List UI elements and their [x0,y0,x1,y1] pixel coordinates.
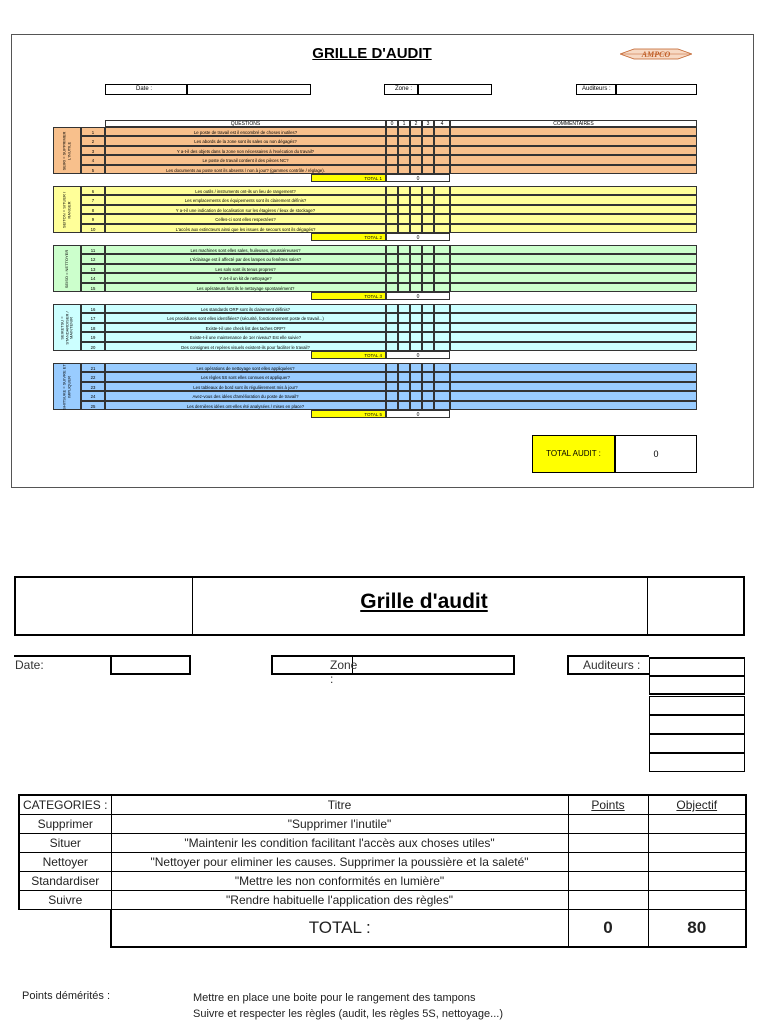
question-text: L'éclairage est il affecté par des lampes ou fenêtres sales? [105,254,386,263]
score-cell-2[interactable] [410,205,422,214]
question-number: 13 [81,264,105,273]
score-cell-3[interactable] [422,401,434,410]
score-cell-1[interactable] [398,165,410,174]
score-cell-1[interactable] [398,186,410,195]
total-objectif: 80 [648,910,746,948]
score-cell-2[interactable] [410,313,422,322]
audit-sheet-top [11,34,754,488]
question-number: 22 [81,372,105,381]
zone-label-cell: Zone : [384,84,418,95]
question-number: 6 [81,186,105,195]
category-points-cell[interactable] [568,872,648,891]
question-text: Les machines sont elles sales, huileuses, poussiéreuses? [105,245,386,254]
question-text: Les emplacements des équipements sont ils clairement définis? [105,195,386,204]
score-cell-1[interactable] [398,332,410,341]
logo-text: AMPCO [641,50,671,59]
score-cell-2[interactable] [410,273,422,282]
points-header: Points [568,795,648,815]
question-number: 20 [81,342,105,351]
score-cell-3[interactable] [422,264,434,273]
question-text: Les sols sont ils tenus propres? [105,264,386,273]
category-name: Suivre [19,891,111,910]
score-cell-1[interactable] [398,391,410,400]
score-cell-2[interactable] [410,146,422,155]
category-row [19,834,746,853]
score-cell-4[interactable] [434,323,450,332]
category-row [19,853,746,872]
score-cell-4[interactable] [434,136,450,145]
score-cell-2[interactable] [410,224,422,233]
sheet-title-2: Grille d'audit [360,590,488,613]
score-cell-0[interactable] [386,136,398,145]
score-cell-1[interactable] [398,195,410,204]
score-cell-2[interactable] [410,382,422,391]
score-header-2: 2 [410,120,422,127]
section-side-label [53,127,81,174]
score-cell-4[interactable] [434,254,450,263]
question-number: 2 [81,136,105,145]
demerit-label: Points démérités : [22,990,111,1002]
score-cell-2[interactable] [410,254,422,263]
score-cell-1[interactable] [398,136,410,145]
comment-cell[interactable] [450,224,697,233]
score-cell-4[interactable] [434,304,450,313]
score-cell-3[interactable] [422,323,434,332]
score-cell-1[interactable] [398,342,410,351]
score-cell-3[interactable] [422,245,434,254]
question-text: Les abords de la zone sont ils sales ou non dégagés? [105,136,386,145]
score-cell-4[interactable] [434,363,450,372]
categories-header-row [19,795,746,815]
score-cell-0[interactable] [386,391,398,400]
score-header-0: 0 [386,120,398,127]
category-name: Nettoyer [19,853,111,872]
comment-cell[interactable] [450,323,697,332]
question-number: 15 [81,283,105,292]
question-number: 8 [81,205,105,214]
section-side-text: SHITSUKE = SUIVRE ET IMPLIQUER [61,363,71,410]
demerit-list [193,990,503,1022]
section-side-text: SEIKETSU = STANDARDISER / MAINTENIR [59,310,74,345]
question-number: 11 [81,245,105,254]
question-text: Les dernières idées ont-elles été analysées / mises en place? [105,401,386,410]
total-audit-label: TOTAL AUDIT : [532,435,615,473]
question-number: 17 [81,313,105,322]
category-title: "Mettre les non conformités en lumière" [111,872,568,891]
score-cell-0[interactable] [386,254,398,263]
ampco-logo [620,45,692,63]
score-cell-3[interactable] [422,273,434,282]
question-text: Y a-t-il une indication de localisation sur les étagères / lieux de stockage? [105,205,386,214]
comment-cell[interactable] [450,245,697,254]
question-text: Des consignes et repères visuels existent-ils pour faciliter le travail? [105,342,386,351]
date-label-cell: Date : [105,84,187,95]
score-cell-3[interactable] [422,332,434,341]
comment-cell[interactable] [450,195,697,204]
question-text: Les opérateurs font ils le nettoyage spontanément? [105,283,386,292]
category-points-cell[interactable] [568,834,648,853]
demerit-line: Mettre en place une boite pour le rangement des tampons [193,992,476,1004]
total-audit-value: 0 [615,435,697,473]
category-points-cell[interactable] [568,853,648,872]
section-side-label [53,186,81,233]
comment-cell[interactable] [450,264,697,273]
sheet-title: GRILLE D'AUDIT [312,45,432,62]
question-number: 21 [81,363,105,372]
comment-cell[interactable] [450,146,697,155]
score-cell-4[interactable] [434,214,450,223]
score-cell-1[interactable] [398,146,410,155]
score-cell-0[interactable] [386,205,398,214]
score-cell-3[interactable] [422,224,434,233]
score-cell-4[interactable] [434,273,450,282]
score-cell-0[interactable] [386,382,398,391]
score-cell-3[interactable] [422,363,434,372]
comment-cell[interactable] [450,283,697,292]
score-cell-2[interactable] [410,165,422,174]
comment-cell[interactable] [450,304,697,313]
category-objectif-cell[interactable] [648,853,746,872]
score-cell-4[interactable] [434,342,450,351]
score-cell-3[interactable] [422,313,434,322]
question-text: Les outils / instruments ont-ils un lieu de rangement? [105,186,386,195]
comment-cell[interactable] [450,205,697,214]
score-cell-4[interactable] [434,245,450,254]
score-cell-0[interactable] [386,155,398,164]
auditor-line-3[interactable] [649,696,745,715]
score-cell-0[interactable] [386,264,398,273]
score-cell-0[interactable] [386,372,398,381]
score-cell-4[interactable] [434,224,450,233]
question-number: 24 [81,391,105,400]
question-number: 25 [81,401,105,410]
score-cell-2[interactable] [410,363,422,372]
category-row [19,872,746,891]
audit-sheet-bottom [0,572,768,1024]
question-text: Les opérations de nettoyage sont elles appliquées? [105,363,386,372]
comment-cell[interactable] [450,332,697,341]
section-total-value: 0 [386,410,450,418]
score-cell-1[interactable] [398,363,410,372]
section-total-value: 0 [386,233,450,241]
score-cell-4[interactable] [434,372,450,381]
score-cell-1[interactable] [398,323,410,332]
score-cell-1[interactable] [398,264,410,273]
question-text: Existe-t-il une check list des taches ORP? [105,323,386,332]
auditor-line-1[interactable] [649,657,745,676]
score-cell-4[interactable] [434,195,450,204]
score-cell-0[interactable] [386,332,398,341]
section-side-text: SEITON = SITUER / RANGER [61,191,71,228]
score-cell-3[interactable] [422,382,434,391]
score-cell-3[interactable] [422,127,434,136]
section-total-label: TOTAL 4 [311,351,386,359]
score-cell-4[interactable] [434,382,450,391]
question-text: Le poste de travail contient il des pièces NC? [105,155,386,164]
question-number: 1 [81,127,105,136]
questions-header: QUESTIONS [105,120,386,127]
demerit-line: Suivre et respecter les règles (audit, les règles 5S, nettoyage...) [193,1008,503,1020]
score-cell-3[interactable] [422,283,434,292]
score-cell-3[interactable] [422,165,434,174]
score-cell-1[interactable] [398,224,410,233]
score-cell-2[interactable] [410,342,422,351]
score-cell-2[interactable] [410,283,422,292]
score-cell-0[interactable] [386,273,398,282]
score-cell-0[interactable] [386,313,398,322]
categories-table [18,794,747,948]
date-field-2[interactable] [110,655,191,675]
score-cell-1[interactable] [398,382,410,391]
category-name: Supprimer [19,815,111,834]
score-cell-0[interactable] [386,363,398,372]
date-label-box: Date: [14,655,110,675]
score-cell-1[interactable] [398,273,410,282]
score-cell-0[interactable] [386,245,398,254]
total-row-empty [19,910,111,948]
score-header-1: 1 [398,120,410,127]
question-text: Les procédures sont elles identifiées? (sécurité, fonctionnement poste de travail...) [105,313,386,322]
score-cell-0[interactable] [386,401,398,410]
comment-cell[interactable] [450,313,697,322]
score-cell-3[interactable] [422,146,434,155]
score-cell-0[interactable] [386,342,398,351]
section-total-label: TOTAL 1 [311,174,386,182]
question-text: Les tableaux de bord sont ils régulièrement mis à jour? [105,382,386,391]
categories-body [19,815,746,910]
score-cell-2[interactable] [410,214,422,223]
question-number: 23 [81,382,105,391]
auditors-field[interactable] [616,84,697,95]
category-name: Situer [19,834,111,853]
score-cell-2[interactable] [410,332,422,341]
question-number: 18 [81,323,105,332]
comment-cell[interactable] [450,186,697,195]
score-cell-0[interactable] [386,304,398,313]
category-row [19,815,746,834]
auditors-label-box: Auditeurs : [567,655,649,675]
score-cell-0[interactable] [386,127,398,136]
score-cell-1[interactable] [398,245,410,254]
score-cell-4[interactable] [434,127,450,136]
comment-cell[interactable] [450,382,697,391]
zone-label-box: Zone : [271,655,353,675]
score-cell-4[interactable] [434,391,450,400]
zone-field[interactable] [418,84,492,95]
comment-cell[interactable] [450,214,697,223]
score-cell-2[interactable] [410,264,422,273]
objectif-header: Objectif [648,795,746,815]
question-number: 12 [81,254,105,263]
question-number: 16 [81,304,105,313]
category-row [19,891,746,910]
comment-cell[interactable] [450,372,697,381]
question-text: Existe-t-il une maintenance de 1er niveau? Est elle suivie? [105,332,386,341]
score-cell-3[interactable] [422,155,434,164]
score-cell-3[interactable] [422,136,434,145]
score-cell-3[interactable] [422,304,434,313]
category-objectif-cell[interactable] [648,815,746,834]
question-text: Avez-vous des idées d'amélioration du poste de travail? [105,391,386,400]
question-number: 5 [81,165,105,174]
category-objectif-cell[interactable] [648,891,746,910]
score-header-4: 4 [434,120,450,127]
category-points-cell[interactable] [568,891,648,910]
date-field[interactable] [187,84,311,95]
question-number: 10 [81,224,105,233]
score-cell-4[interactable] [434,332,450,341]
score-cell-3[interactable] [422,254,434,263]
comment-cell[interactable] [450,273,697,282]
auditor-line-2[interactable] [649,676,745,695]
section-total-value: 0 [386,174,450,182]
category-title: "Nettoyer pour eliminer les causes. Supprimer la poussière et la saleté" [111,853,568,872]
category-name: Standardiser [19,872,111,891]
score-cell-1[interactable] [398,155,410,164]
comment-cell[interactable] [450,342,697,351]
score-cell-2[interactable] [410,127,422,136]
total-label: TOTAL : [111,910,568,948]
question-number: 9 [81,214,105,223]
score-cell-0[interactable] [386,214,398,223]
category-title: "Maintenir les condition facilitant l'accès aux choses utiles" [111,834,568,853]
score-cell-1[interactable] [398,205,410,214]
question-number: 7 [81,195,105,204]
titre-header: Titre [111,795,568,815]
score-cell-3[interactable] [422,186,434,195]
comment-cell[interactable] [450,127,697,136]
section-total-label: TOTAL 5 [311,410,386,418]
categories-header: CATEGORIES : [19,795,111,815]
score-cell-0[interactable] [386,165,398,174]
section-side-text: SEISO = NETTOYER [63,249,69,288]
comment-cell[interactable] [450,136,697,145]
question-number: 4 [81,155,105,164]
auditors-label-cell: Auditeurs : [576,84,616,95]
score-cell-3[interactable] [422,205,434,214]
score-cell-0[interactable] [386,323,398,332]
score-cell-2[interactable] [410,195,422,204]
category-title: "Rendre habituelle l'application des règles" [111,891,568,910]
score-cell-2[interactable] [410,323,422,332]
score-cell-4[interactable] [434,205,450,214]
category-title: "Supprimer l'inutile" [111,815,568,834]
score-cell-2[interactable] [410,401,422,410]
question-number: 3 [81,146,105,155]
comment-cell[interactable] [450,254,697,263]
comment-cell[interactable] [450,401,697,410]
comment-cell[interactable] [450,391,697,400]
score-cell-2[interactable] [410,245,422,254]
section-side-text: SEIRI = SUPPRIMER L'INUTILE [61,131,71,170]
comment-cell[interactable] [450,165,697,174]
score-cell-3[interactable] [422,342,434,351]
category-objectif-cell[interactable] [648,834,746,853]
comments-header: COMMENTAIRES [450,120,697,127]
score-cell-1[interactable] [398,313,410,322]
score-cell-4[interactable] [434,283,450,292]
question-text: L'accès aux extincteurs ainsi que les issues de secours sont ils dégagés? [105,224,386,233]
question-text: Les standards ORP sont ils clairement définis? [105,304,386,313]
score-cell-3[interactable] [422,372,434,381]
score-cell-0[interactable] [386,283,398,292]
score-cell-3[interactable] [422,195,434,204]
score-cell-0[interactable] [386,195,398,204]
score-cell-3[interactable] [422,391,434,400]
score-header-3: 3 [422,120,434,127]
score-cell-2[interactable] [410,155,422,164]
auditor-line-6[interactable] [649,753,745,772]
score-cell-4[interactable] [434,165,450,174]
score-cell-1[interactable] [398,127,410,136]
section-side-label [53,304,81,351]
comment-cell[interactable] [450,155,697,164]
score-cell-1[interactable] [398,254,410,263]
score-cell-2[interactable] [410,304,422,313]
score-cell-2[interactable] [410,391,422,400]
auditor-line-4[interactable] [649,715,745,734]
question-text: Les documents au poste sont ils absents / non à jour? (gammes contrôle / réglage). [105,165,386,174]
score-cell-4[interactable] [434,264,450,273]
comment-cell[interactable] [450,363,697,372]
score-cell-1[interactable] [398,372,410,381]
category-objectif-cell[interactable] [648,872,746,891]
score-cell-4[interactable] [434,401,450,410]
score-cell-1[interactable] [398,304,410,313]
auditor-line-5[interactable] [649,734,745,753]
question-text: Y a-t-il des objets dans la zone non nécessaires à l'exécution du travail? [105,146,386,155]
question-text: Les règles 5S sont elles connues et appliquer? [105,372,386,381]
score-cell-1[interactable] [398,401,410,410]
category-points-cell[interactable] [568,815,648,834]
zone-field-2[interactable] [353,655,515,675]
score-cell-4[interactable] [434,186,450,195]
section-side-label [53,245,81,292]
section-total-value: 0 [386,351,450,359]
question-number: 14 [81,273,105,282]
total-points: 0 [568,910,648,948]
score-cell-4[interactable] [434,313,450,322]
score-cell-0[interactable] [386,146,398,155]
score-cell-1[interactable] [398,214,410,223]
score-cell-0[interactable] [386,224,398,233]
score-cell-2[interactable] [410,136,422,145]
score-cell-3[interactable] [422,214,434,223]
section-total-label: TOTAL 2 [311,233,386,241]
score-cell-2[interactable] [410,372,422,381]
score-cell-0[interactable] [386,186,398,195]
question-text: Y a-t-il un kit de nettoyage? [105,273,386,282]
total-row [19,910,746,948]
score-cell-4[interactable] [434,146,450,155]
score-cell-4[interactable] [434,155,450,164]
section-total-value: 0 [386,292,450,300]
score-cell-2[interactable] [410,186,422,195]
section-total-label: TOTAL 3 [311,292,386,300]
question-text: Celles-ci sont elles respectées? [105,214,386,223]
score-cell-1[interactable] [398,283,410,292]
question-number: 19 [81,332,105,341]
section-side-label [53,363,81,410]
question-text: Le poste de travail est il encombré de choses inutiles? [105,127,386,136]
